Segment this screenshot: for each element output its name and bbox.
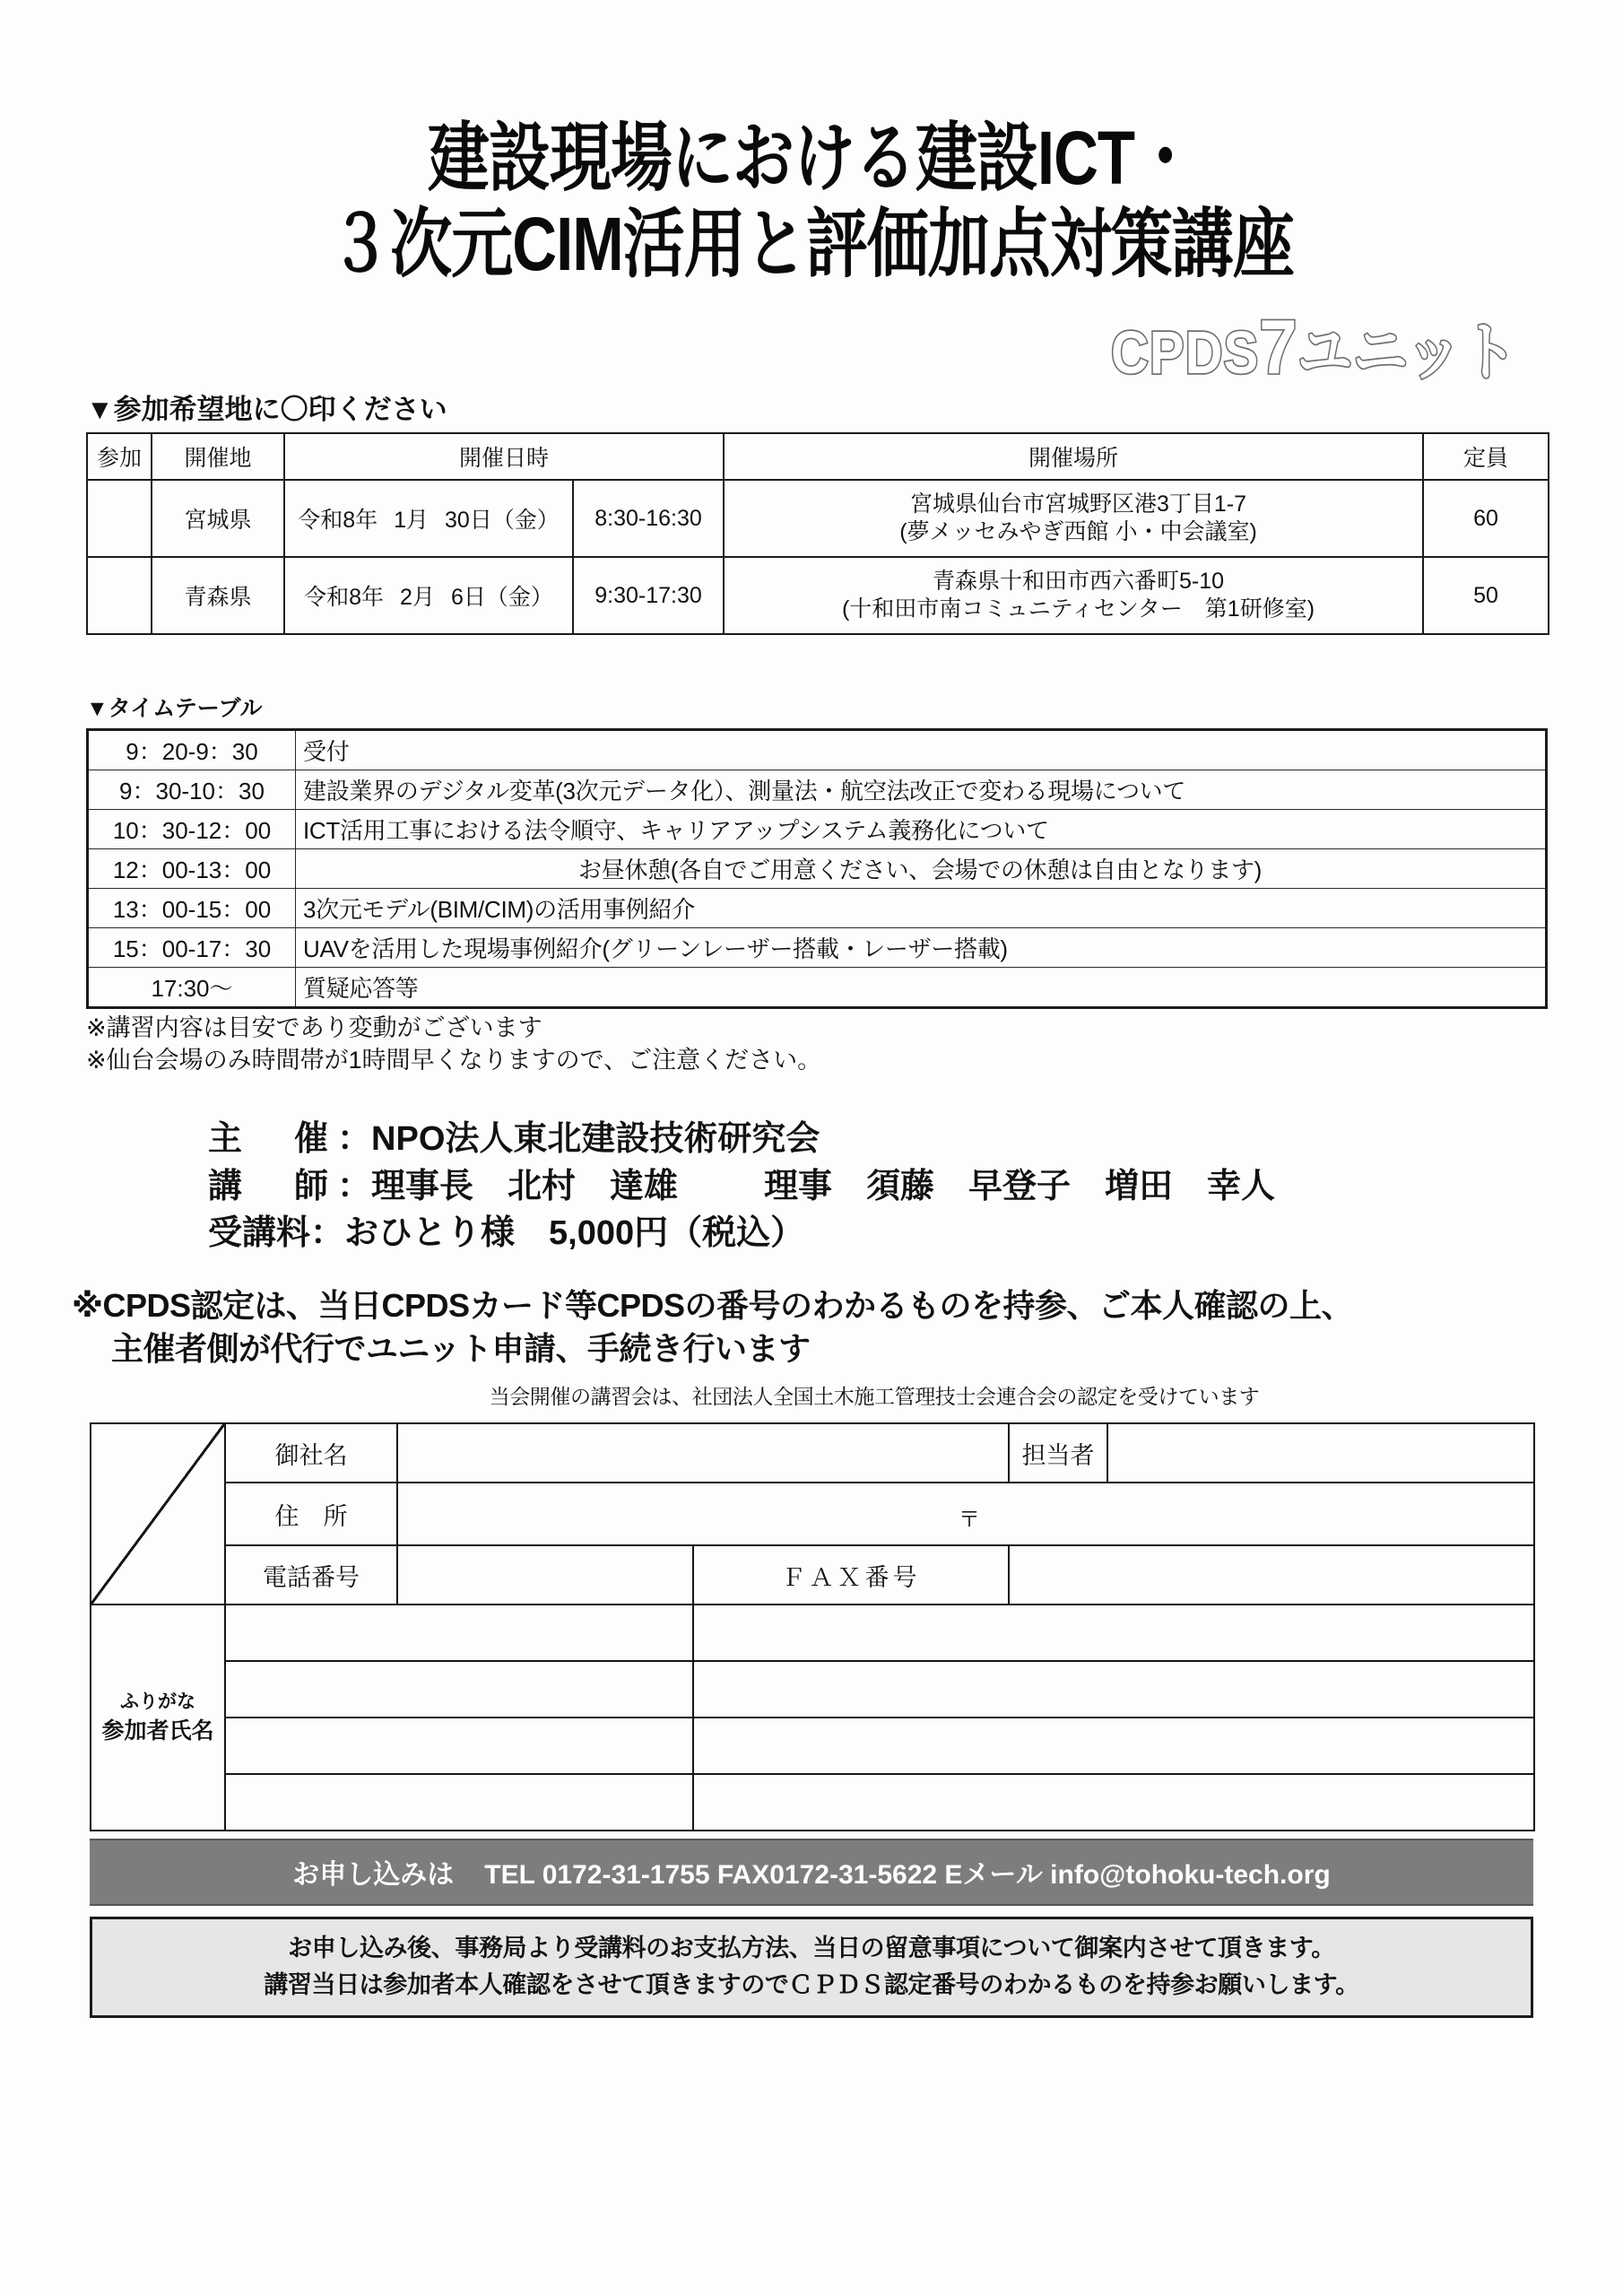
timetable-desc-2: ICT活用工事における法令順守、キャリアアップシステム義務化について [296, 810, 1547, 849]
table-row [87, 557, 1549, 634]
venue-address-1: 青森県十和田市西六番町5-10 [932, 568, 1225, 594]
association-note: 当会開催の講習会は、社団法人全国土木施工管理技士会連合会の認定を受けています [489, 1385, 1260, 1409]
venue-capacity-0: 60 [1423, 480, 1549, 557]
header-capacity: 定員 [1423, 433, 1549, 480]
title-line-2: ３次元CIM活用と評価加点対策講座 [329, 202, 1294, 287]
company-field[interactable] [397, 1423, 1009, 1483]
contact-email-label: Eメール [944, 1860, 1043, 1891]
fee-label: 受講料 [208, 1214, 311, 1253]
footer-note-line-1: お申し込み後、事務局より受講料のお支払方法、当日の留意事項について御案内させて頂きます。 [288, 1935, 1335, 1962]
participant-name-3[interactable] [693, 1774, 1534, 1831]
participant-name-2[interactable] [693, 1718, 1534, 1774]
contact-tel: TEL 0172-31-1755 [484, 1860, 710, 1891]
timetable-time-0: 9：20-9：30 [88, 730, 296, 770]
footer-note-line-2: 講習当日は参加者本人確認をさせて頂きますのでＣＰＤＳ認定番号のわかるものを持参お願いします。 [264, 1970, 1359, 1998]
participant-name-1[interactable] [693, 1661, 1534, 1718]
company-label: 御社名 [225, 1423, 397, 1483]
venue-date-1 [284, 557, 573, 634]
venue-day-0: 30日（金） [445, 508, 560, 534]
timetable-time-3: 12：00-13：00 [88, 849, 296, 889]
contact-bar [90, 1839, 1533, 1906]
contact-fax: FAX0172-31-5622 [716, 1860, 938, 1891]
host-row: 主 催：NPO法人東北建設技術研究会 [208, 1120, 820, 1159]
timetable-time-1: 9：30-10：30 [88, 770, 296, 810]
venue-location-1 [724, 557, 1423, 634]
form-diagonal-cell [91, 1423, 225, 1605]
venue-era-year-1: 令和8年 [304, 585, 385, 611]
fax-field[interactable] [1009, 1545, 1534, 1605]
participant-name-0[interactable] [693, 1605, 1534, 1661]
cpds-badge-number: 7 [1259, 304, 1298, 391]
table-row [88, 968, 1547, 1008]
table-row [91, 1423, 1534, 1483]
participants-label: 参加者氏名 [101, 1718, 214, 1744]
venue-hall-0: (夢メッセみやぎ西館 小・中会議室) [899, 519, 1257, 545]
contact-label: 担当者 [1009, 1423, 1107, 1483]
address-field[interactable] [397, 1483, 1534, 1545]
table-row [91, 1774, 1534, 1831]
application-form-wrap [0, 1410, 1623, 1831]
contact-email[interactable]: info@tohoku-tech.org [1050, 1860, 1331, 1891]
host-label: 主 催 [208, 1120, 338, 1159]
venue-address-0: 宮城県仙台市宮城野区港3丁目1-7 [909, 491, 1247, 517]
participants-furigana: ふりがな [120, 1692, 195, 1713]
venue-date-0 [284, 480, 573, 557]
table-row [91, 1483, 1534, 1545]
cpds-unit-badge [0, 304, 1623, 391]
participant-furigana-2[interactable] [225, 1718, 693, 1774]
venue-table [86, 432, 1549, 635]
timetable-desc-0: 受付 [296, 730, 1547, 770]
table-row [88, 849, 1547, 889]
fax-label: ＦＡＸ番号 [693, 1545, 1009, 1605]
table-row [88, 810, 1547, 849]
table-row [88, 928, 1547, 968]
venue-time-0: 8:30-16:30 [573, 480, 724, 557]
title-block [0, 0, 1623, 287]
timetable-desc-5: UAVを活用した現場事例紹介(グリーンレーザー搭載・レーザー搭載) [296, 928, 1547, 968]
lecturer-row: 講 師：理事長 北村 達雄 理事 須藤 早登子 増田 幸人 [208, 1167, 1276, 1205]
timetable-desc-1: 建設業界のデジタル変革(3次元データ化）、測量法・航空法改正で変わる現場について [296, 770, 1547, 810]
timetable-note-0: ※講習内容は目安であり変動がございます [86, 1014, 542, 1042]
timetable [86, 728, 1548, 1009]
participants-label-cell [91, 1605, 225, 1831]
venue-month-0: 1月 [394, 508, 429, 534]
cpds-badge-suffix: ユニット [1297, 317, 1517, 389]
table-row [88, 770, 1547, 810]
venue-prefecture-1: 青森県 [152, 557, 284, 634]
table-row [91, 1605, 1534, 1661]
venue-hall-1: (十和田市南コミュニティセンター 第1研修室) [841, 596, 1315, 622]
host-value: NPO法人東北建設技術研究会 [371, 1120, 820, 1159]
participant-furigana-3[interactable] [225, 1774, 693, 1831]
cpds-badge-prefix: CPDS [1111, 319, 1260, 387]
table-row [88, 730, 1547, 770]
lecturer-value: 理事長 北村 達雄 [371, 1167, 679, 1205]
table-row [91, 1661, 1534, 1718]
timetable-desc-6: 質疑応答等 [296, 968, 1547, 1008]
venue-section-heading: ▼参加希望地に〇印ください [86, 394, 447, 426]
timetable-wrap [0, 728, 1623, 1009]
header-place: 開催地 [152, 433, 284, 480]
cpds-note-line-1: ※CPDS認定は、当日CPDSカード等CPDSの番号のわかるものを持参、ご本人確認の上、 [72, 1286, 1354, 1324]
contact-field[interactable] [1107, 1423, 1534, 1483]
venue-checkbox-cell-1[interactable] [87, 557, 152, 634]
table-row [91, 1718, 1534, 1774]
header-join: 参加 [87, 433, 152, 480]
table-row [87, 480, 1549, 557]
host-block [208, 1116, 1623, 1257]
fee-value: おひとり様 5,000円（税込） [344, 1214, 805, 1253]
venue-era-year-0: 令和8年 [298, 508, 378, 534]
table-row [88, 889, 1547, 928]
venue-capacity-1: 50 [1423, 557, 1549, 634]
footer-note [90, 1917, 1533, 2018]
timetable-note-1: ※仙台会場のみ時間帯が1時間早くなりますので、ご注意ください。 [86, 1046, 822, 1074]
venue-time-1: 9:30-17:30 [573, 557, 724, 634]
timetable-desc-3: お昼休憩(各自でご用意ください、会場での休憩は自由となります) [296, 849, 1547, 889]
header-location: 開催場所 [724, 433, 1423, 480]
cpds-note [72, 1284, 1623, 1370]
fee-row: 受講料：おひとり様 5,000円（税込） [208, 1214, 805, 1253]
venue-day-1: 6日（金） [450, 585, 553, 611]
participant-furigana-1[interactable] [225, 1661, 693, 1718]
postal-mark-icon: 〒 [959, 1507, 980, 1532]
participant-furigana-0[interactable] [225, 1605, 693, 1661]
table-row [91, 1545, 1534, 1605]
tel-label: 電話番号 [225, 1545, 397, 1605]
lecturer-value-2: 理事 須藤 早登子 増田 幸人 [764, 1167, 1276, 1205]
timetable-time-2: 10：30-12：00 [88, 810, 296, 849]
timetable-time-5: 15：00-17：30 [88, 928, 296, 968]
lecturer-label: 講 師 [208, 1167, 338, 1205]
timetable-time-6: 17:30〜 [88, 968, 296, 1008]
venue-prefecture-0: 宮城県 [152, 480, 284, 557]
venue-checkbox-cell-0[interactable] [87, 480, 152, 557]
venue-table-wrap [0, 432, 1623, 635]
title-line-1: 建設現場における建設ICT・ [427, 116, 1196, 201]
venue-table-header-row [87, 433, 1549, 480]
timetable-desc-4: 3次元モデル(BIM/CIM)の活用事例紹介 [296, 889, 1547, 928]
cpds-note-line-2: 主催者側が代行でユニット申請、手続き行います [111, 1329, 811, 1367]
timetable-notes [86, 1013, 1623, 1076]
venue-location-0 [724, 480, 1423, 557]
contact-intro: お申し込みは [292, 1860, 455, 1891]
timetable-heading: ▼タイムテーブル [86, 696, 263, 722]
header-datetime: 開催日時 [284, 433, 724, 480]
address-label: 住 所 [225, 1483, 397, 1545]
tel-field[interactable] [397, 1545, 693, 1605]
timetable-time-4: 13：00-15：00 [88, 889, 296, 928]
application-form-table [90, 1422, 1535, 1831]
venue-month-1: 2月 [400, 585, 435, 611]
